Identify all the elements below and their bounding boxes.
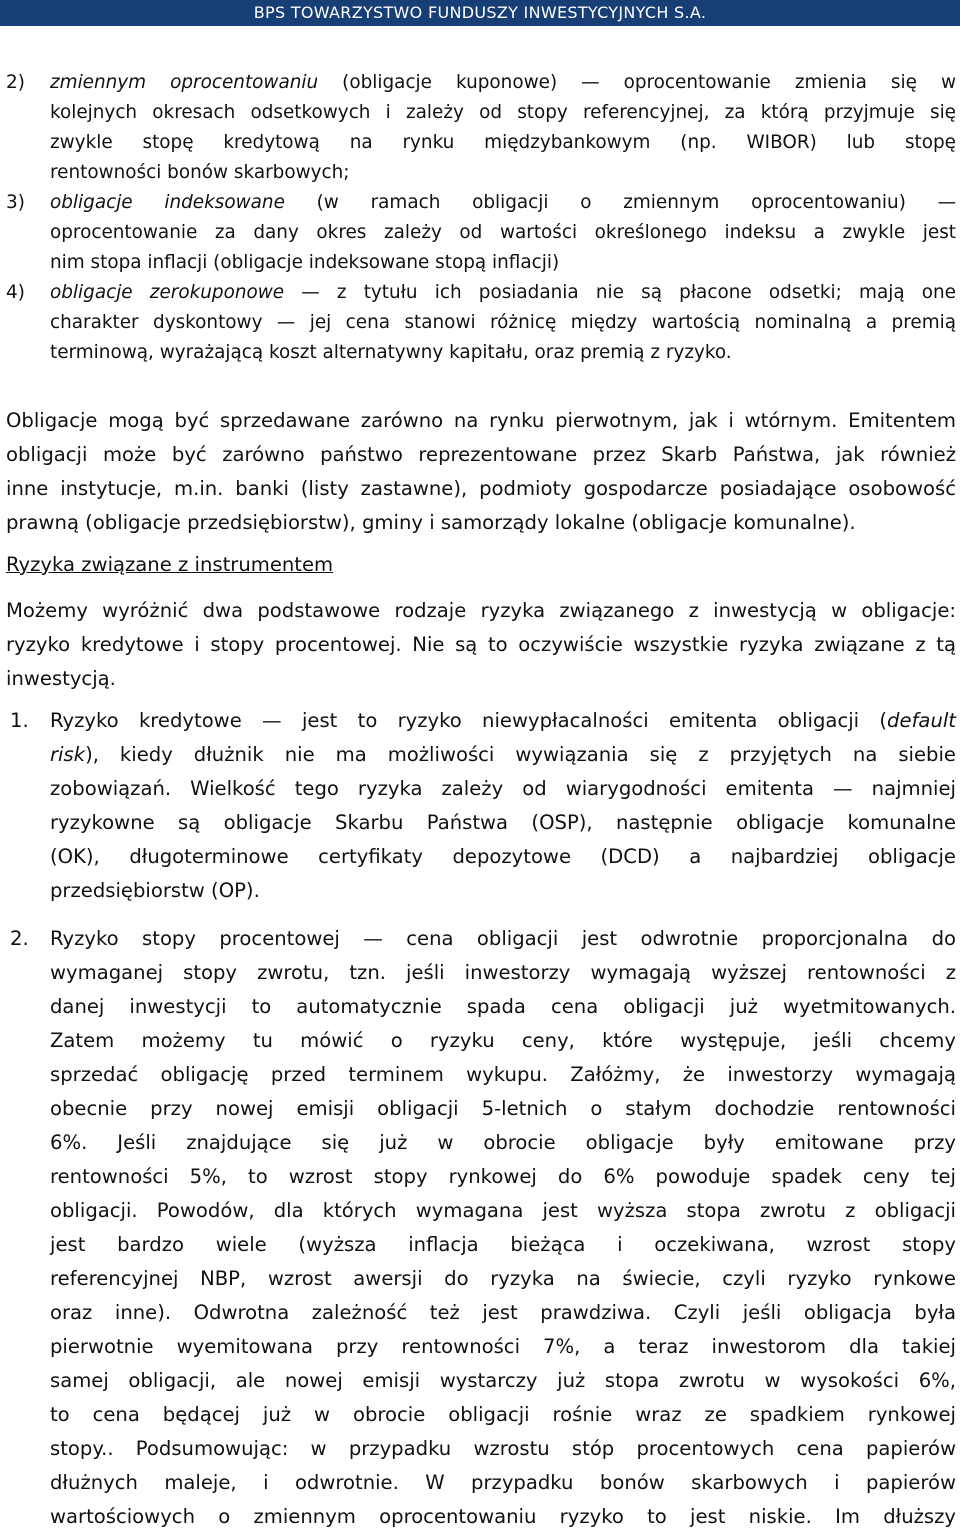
list-item-line: obligacje zerokuponowe — z tytułu ich posiadania nie są płacone odsetki; mają one bbox=[50, 282, 956, 303]
risk-line: ryzykowne są obligacje Skarbu Państwa (OSP), następnie obligacje komunalne bbox=[50, 811, 956, 834]
risk-line: zobowiązań. Wielkość tego ryzyka zależy od wiarygodności emitenta — najmniej bbox=[50, 777, 956, 800]
risk-line: jest bardzo wiele (wyższa inflacja bieżąca i oczekiwana, wzrost stopy bbox=[50, 1233, 956, 1256]
risk-line: pierwotnie wyemitowana przy rentowności 7%, a teraz inwestorom dla takiej bbox=[50, 1335, 956, 1358]
list-item-number: 2) bbox=[6, 72, 25, 93]
list-item-line: zwykle stopę kredytową na rynku międzybankowym (np. WIBOR) lub stopę bbox=[50, 132, 956, 153]
header-title: BPS TOWARZYSTWO FUNDUSZY INWESTYCYJNYCH S.A. bbox=[253, 3, 707, 22]
risk-line: sprzedać obligację przed terminem wykupu. Załóżmy, że inwestorzy wymagają bbox=[50, 1063, 956, 1086]
risk-line: referencyjnej NBP, wzrost awersji do ryzyka na świecie, czyli ryzyko rynkowe bbox=[50, 1267, 956, 1290]
risk-line: (OK), długoterminowe certyfikaty depozytowe (DCD) a najbardziej obligacje bbox=[50, 845, 956, 868]
risk-line: samej obligacji, ale nowej emisji wystarczy już stopa zwrotu w wysokości 6%, bbox=[50, 1369, 956, 1392]
risk-line: to cena będącej już w obrocie obligacji rośnie wraz ze spadkiem rynkowej bbox=[50, 1403, 956, 1426]
list-item-line: zmiennym oprocentowaniu (obligacje kuponowe) — oprocentowanie zmienia się w bbox=[50, 72, 956, 93]
risk-line: danej inwestycji to automatycznie spada cena obligacji już wyetmitowanych. bbox=[50, 995, 956, 1018]
risk-line: Ryzyko kredytowe — jest to ryzyko niewypłacalności emitenta obligacji (default bbox=[50, 709, 956, 732]
risk-line: wymaganej stopy zwrotu, tzn. jeśli inwestorzy wymagają wyższej rentowności z bbox=[50, 961, 956, 984]
risk-line: przedsiębiorstw (OP). bbox=[50, 879, 260, 902]
section-heading: Ryzyka związane z instrumentem bbox=[6, 553, 334, 576]
risk-line: rentowności 5%, to wzrost stopy rynkowej do 6% powoduje spadek ceny tej bbox=[50, 1165, 956, 1188]
list-item-line: obligacje indeksowane (w ramach obligacji o zmiennym oprocentowaniu) — bbox=[50, 192, 956, 213]
risk-line: obecnie przy nowej emisji obligacji 5-letnich o stałym dochodzie rentowności bbox=[50, 1097, 956, 1120]
risk-line: oraz inne). Odwrotna zależność też jest prawdziwa. Czyli jeśli obligacja była bbox=[50, 1301, 956, 1324]
risk-line: wartościowych o zmiennym oprocentowaniu ryzyko to jest niskie. Im dłuższy bbox=[50, 1505, 956, 1528]
paragraph-line: inne instytucje, m.in. banki (listy zastawne), podmioty gospodarcze posiadające osobowość bbox=[6, 477, 956, 500]
risk-line: Zatem możemy tu mówić o ryzyku ceny, które występuje, jeśli chcemy bbox=[50, 1029, 956, 1052]
list-item-line: rentowności bonów skarbowych; bbox=[50, 162, 350, 183]
risk-line: obligacji. Powodów, dla których wymagana jest wyższa stopa zwrotu z obligacji bbox=[50, 1199, 956, 1222]
list-item-line: nim stopa inflacji (obligacje indeksowane stopą inflacji) bbox=[50, 252, 560, 273]
risk-line: Ryzyko stopy procentowej — cena obligacji jest odwrotnie proporcjonalna do bbox=[50, 927, 956, 950]
paragraph-line: prawną (obligacje przedsiębiorstw), gminy i samorządy lokalne (obligacje komunalne). bbox=[6, 511, 856, 534]
risk-number: 2. bbox=[10, 927, 29, 950]
list-item-term: zmiennym oprocentowaniu bbox=[50, 72, 319, 93]
risk-line: risk), kiedy dłużnik nie ma możliwości wywiązania się z przyjętych na siebie bbox=[50, 743, 956, 766]
paragraph-line: inwestycją. bbox=[6, 667, 116, 690]
list-item-term: obligacje indeksowane bbox=[50, 192, 285, 213]
list-item-number: 4) bbox=[6, 282, 25, 303]
paragraph-line: Możemy wyróżnić dwa podstawowe rodzaje ryzyka związanego z inwestycją w obligacje: bbox=[6, 599, 956, 622]
list-item-term: obligacje zerokuponowe bbox=[50, 282, 285, 303]
risk-term: risk bbox=[50, 743, 86, 766]
default-term: default bbox=[887, 709, 956, 732]
risk-line: stopy.. Podsumowując: w przypadku wzrostu stóp procentowych cena papierów bbox=[50, 1437, 956, 1460]
list-item-number: 3) bbox=[6, 192, 25, 213]
list-item-line: oprocentowanie za dany okres zależy od wartości określonego indeksu a zwykle jest bbox=[50, 222, 956, 243]
document-header bbox=[0, 0, 960, 26]
risk-number: 1. bbox=[10, 709, 29, 732]
paragraph-line: Obligacje mogą być sprzedawane zarówno na rynku pierwotnym, jak i wtórnym. Emitentem bbox=[6, 409, 956, 432]
risk-line: dłużnych maleje, i odwrotnie. W przypadku bonów skarbowych i papierów bbox=[50, 1471, 956, 1494]
risk-line: 6%. Jeśli znajdujące się już w obrocie obligacje były emitowane przy bbox=[50, 1131, 956, 1154]
paragraph-line: ryzyko kredytowe i stopy procentowej. Nie są to oczywiście wszystkie ryzyka związane z tą bbox=[6, 633, 956, 656]
list-item-line: kolejnych okresach odsetkowych i zależy od stopy referencyjnej, za którą przyjmuje się bbox=[50, 102, 956, 123]
list-item-line: charakter dyskontowy — jej cena stanowi różnicę między wartością nominalną a premią bbox=[50, 312, 956, 333]
list-item-line: terminową, wyrażającą koszt alternatywny kapitału, oraz premią z ryzyko. bbox=[50, 342, 732, 363]
paragraph-line: obligacji może być zarówno państwo reprezentowane przez Skarb Państwa, jak również bbox=[6, 443, 956, 466]
